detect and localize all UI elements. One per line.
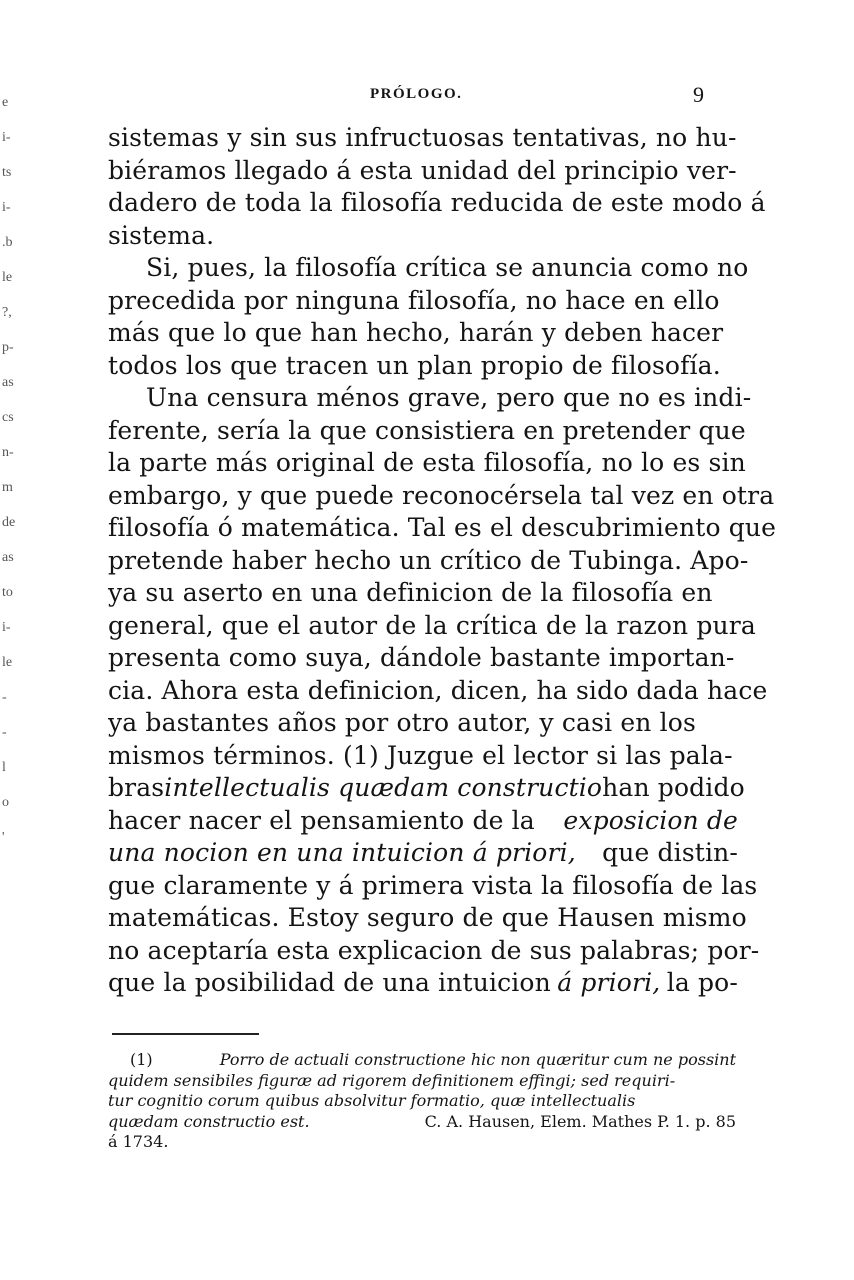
margin-mark: i- — [2, 620, 11, 635]
margin-mark: m — [2, 480, 13, 495]
margin-mark: to — [2, 585, 13, 600]
text-line: bras intellectualis quædam constructio han podido — [108, 772, 738, 805]
footnote-marker: (1) — [130, 1050, 153, 1069]
footnote-line: quædam constructio est. C. A. Hausen, Elem. Mathes P. 1. p. 85 — [108, 1111, 736, 1131]
body-text — [108, 122, 777, 1000]
text-line: ya su aserto en una definicion de la filosofía en — [108, 578, 713, 607]
text-line: dadero de toda la filosofía reducida de este modo á — [108, 188, 766, 217]
text-line: presenta como suya, dándole bastante importan- — [108, 643, 735, 672]
margin-mark: as — [2, 375, 14, 390]
margin-mark: ?, — [2, 305, 12, 320]
margin-mark: ts — [2, 165, 12, 180]
margin-mark: ' — [2, 830, 5, 845]
footnote-separator-rule — [112, 1033, 259, 1035]
text-line: sistemas y sin sus infructuosas tentativas, no hu- — [108, 123, 737, 152]
text-line: gue claramente y á primera vista la filosofía de las — [108, 870, 758, 900]
bleed-through-margin-marks — [2, 95, 18, 895]
paragraph-start-line: Si, pues, la filosofía crítica se anuncia como no — [146, 253, 749, 282]
margin-mark: e — [2, 95, 9, 110]
margin-mark: - — [2, 690, 7, 705]
text-line: ferente, sería la que consistiera en pretender que — [108, 415, 746, 445]
text-line: biéramos llegado á esta unidad del principio ver- — [108, 155, 737, 185]
text-line: cia. Ahora esta definicion, dicen, ha sido dada hace — [108, 675, 768, 705]
text-line: embargo, y que puede reconocérsela tal vez en otra — [108, 480, 775, 510]
text-line: una nocion en una intuicion á priori, que distin- — [108, 837, 738, 870]
margin-mark: le — [2, 655, 13, 670]
paragraph-start-line: Una censura ménos grave, pero que no es indi- — [146, 383, 752, 412]
text-line: todos los que tracen un plan propio de filosofía. — [108, 350, 721, 380]
margin-mark: as — [2, 550, 14, 565]
margin-mark: i- — [2, 130, 11, 145]
margin-mark: cs — [2, 410, 14, 425]
text-line: la parte más original de esta filosofía, no lo es sin — [108, 448, 746, 477]
text-line: mismos términos. (1) Juzgue el lector si las pala- — [108, 740, 733, 770]
italic-phrase: á priori, — [557, 968, 661, 997]
footnote — [108, 1050, 736, 1153]
text-line: matemáticas. Estoy seguro de que Hausen mismo — [108, 903, 747, 932]
margin-mark: de — [2, 515, 16, 530]
italic-phrase: intellectualis quædam constructio — [164, 773, 603, 802]
text-line: precedida por ninguna filosofía, no hace en ello — [108, 285, 720, 315]
running-header — [108, 84, 708, 108]
page-number: 9 — [693, 82, 704, 107]
footnote-line: quidem sensibiles figuræ ad rigorem definitionem effingi; sed requiri- — [108, 1070, 676, 1090]
text-line: que la posibilidad de una intuicion á priori, la po- — [108, 967, 738, 1000]
text-line: hacer nacer el pensamiento de la exposicion de — [108, 805, 738, 838]
footnote-line: tur cognitio corum quibus absolvitur formatio, quæ intellectualis — [108, 1091, 636, 1110]
margin-mark: o — [2, 795, 9, 810]
margin-mark: i- — [2, 200, 11, 215]
text-line: pretende haber hecho un crítico de Tubinga. Apo- — [108, 545, 749, 575]
margin-mark: l — [2, 760, 6, 775]
text-line: general, que el autor de la crítica de la razon pura — [108, 610, 756, 640]
margin-mark: p- — [2, 340, 14, 355]
margin-mark: - — [2, 725, 7, 740]
italic-phrase: una nocion en una intuicion á priori, — [108, 838, 576, 867]
text-line: más que lo que han hecho, harán y deben hacer — [108, 318, 724, 347]
text-line: filosofía ó matemática. Tal es el descubrimiento que — [108, 513, 777, 542]
footnote-line: á 1734. — [108, 1132, 169, 1151]
italic-phrase: exposicion de — [563, 805, 738, 835]
running-title: PRÓLOGO. — [370, 86, 463, 102]
footnote-line: (1) Porro de actuali constructione hic non quæritur cum ne possint — [130, 1050, 736, 1069]
margin-mark: .b — [2, 235, 13, 250]
margin-mark: le — [2, 270, 13, 285]
text-line: sistema. — [108, 220, 215, 250]
margin-mark: n- — [2, 445, 14, 460]
text-line: ya bastantes años por otro autor, y casi en los — [108, 708, 696, 737]
text-line: no aceptaría esta explicacion de sus palabras; por- — [108, 935, 760, 965]
